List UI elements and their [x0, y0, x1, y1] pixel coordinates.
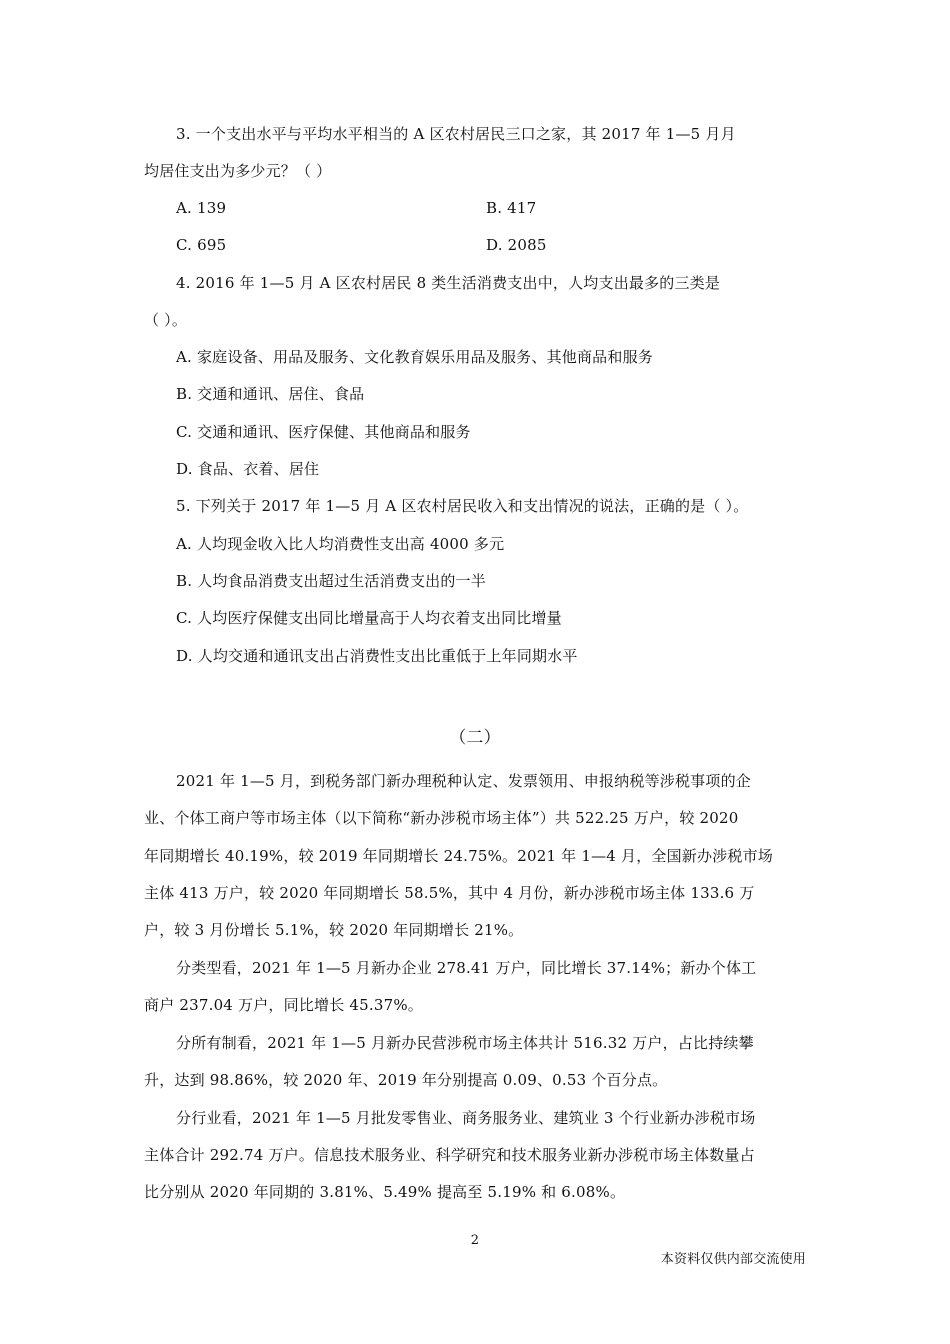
page-number: 2 [470, 1233, 480, 1248]
q4-line-2: （ ）。 [144, 311, 188, 329]
q5-option-b: B. 人均食品消费支出超过生活消费支出的一半 [176, 572, 486, 590]
q4-option-d: D. 食品、衣着、居住 [176, 460, 320, 478]
p1-line-4: 主体 413 万户，较 2020 年同期增长 58.5%，其中 4 月份，新办涉税市场主体 133.6 万 [144, 884, 755, 902]
q4-line-1: 4. 2016 年 1—5 月 A 区农村居民 8 类生活消费支出中，人均支出最多的三类是 [176, 274, 721, 292]
q4-option-a: A. 家庭设备、用品及服务、文化教育娱乐用品及服务、其他商品和服务 [176, 348, 653, 366]
q3-option-b: B. 417 [486, 199, 537, 217]
p1-line-2: 业、个体工商户等市场主体（以下简称“新办涉税市场主体”）共 522.25 万户，较 2020 [144, 809, 739, 827]
q5-option-c: C. 人均医疗保健支出同比增量高于人均衣着支出同比增量 [176, 609, 562, 627]
p2-line-2: 商户 237.04 万户，同比增长 45.37%。 [144, 996, 423, 1014]
footer-note: 本资料仅供内部交流使用 [660, 1252, 806, 1267]
p4-line-1: 分行业看，2021 年 1—5 月批发零售业、商务服务业、建筑业 3 个行业新办涉税市场 [176, 1109, 756, 1127]
p3-line-1: 分所有制看，2021 年 1—5 月新办民营涉税市场主体共计 516.32 万户，占比持续攀 [176, 1034, 754, 1052]
p3-line-2: 升，达到 98.86%，较 2020 年、2019 年分别提高 0.09、0.53 个百分点。 [144, 1071, 668, 1089]
q3-option-d: D. 2085 [486, 236, 547, 254]
q3-line-2: 均居住支出为多少元？（ ） [144, 162, 332, 180]
q3-option-c: C. 695 [176, 236, 227, 254]
q5-option-a: A. 人均现金收入比人均消费性支出高 4000 多元 [176, 535, 505, 553]
p1-line-3: 年同期增长 40.19%，较 2019 年同期增长 24.75%。2021 年 1—4 月，全国新办涉税市场 [144, 847, 774, 865]
q4-option-b: B. 交通和通讯、居住、食品 [176, 385, 365, 403]
p1-line-1: 2021 年 1—5 月，到税务部门新办理税种认定、发票领用、申报纳税等涉税事项的企 [176, 772, 751, 790]
q5-line-1: 5. 下列关于 2017 年 1—5 月 A 区农村居民收入和支出情况的说法，正确的是（ ）。 [176, 497, 749, 515]
p1-line-5: 户，较 3 月份增长 5.1%，较 2020 年同期增长 21%。 [144, 921, 524, 939]
q4-option-c: C. 交通和通讯、医疗保健、其他商品和服务 [176, 423, 471, 441]
q3-line-1: 3. 一个支出水平与平均水平相当的 A 区农村居民三口之家，其 2017 年 1—5 月月 [176, 125, 736, 143]
p4-line-3: 比分别从 2020 年同期的 3.81%、5.49% 提高至 5.19% 和 6.08%。 [144, 1183, 626, 1201]
p2-line-1: 分类型看，2021 年 1—5 月新办企业 278.41 万户，同比增长 37.14%；新办个体工 [176, 959, 757, 977]
q3-option-a: A. 139 [176, 199, 227, 217]
section-title: （二） [449, 728, 501, 748]
q5-option-d: D. 人均交通和通讯支出占消费性支出比重低于上年同期水平 [176, 647, 578, 665]
p4-line-2: 主体合计 292.74 万户。信息技术服务业、科学研究和技术服务业新办涉税市场主体数量占 [144, 1146, 755, 1164]
